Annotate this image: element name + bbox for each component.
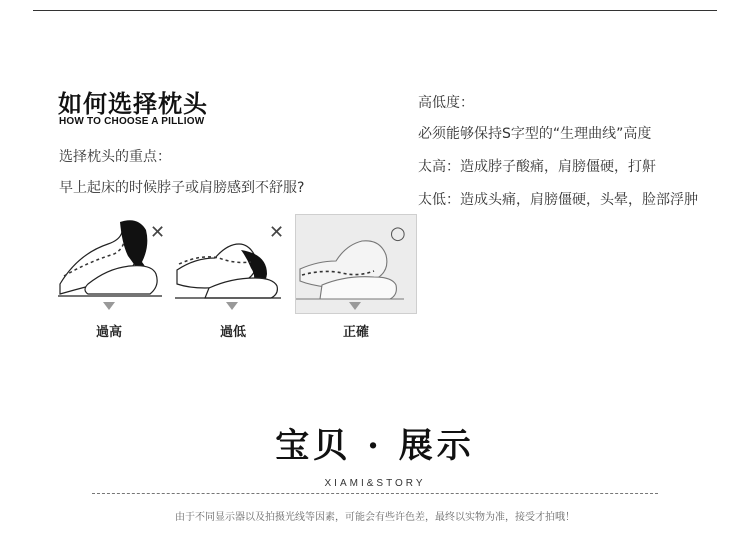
arrow-down-icon [226, 302, 238, 310]
question-text: 早上起床的时候脖子或肩膀感到不舒服? [59, 180, 305, 196]
arrow-down-icon [103, 302, 115, 310]
color-disclaimer: 由于不同显示器以及拍摄光线等因素，可能会有些许色差，最终以实物为准，接受才拍哦！ [175, 512, 575, 523]
pillow-correct-illustration [295, 214, 417, 314]
caption-correct: 正確 [342, 325, 369, 340]
circle-mark-icon: ○ [390, 223, 406, 244]
cross-mark-icon: ✕ [269, 222, 285, 243]
height-requirement: 必须能够保持S字型的“生理曲线”高度 [418, 126, 652, 142]
caption-too-high: 過高 [95, 325, 122, 340]
height-label: 高低度： [418, 95, 474, 111]
too-high-text: 太高：造成脖子酸痛，肩膀僵硬，打鼾 [418, 159, 656, 175]
arrow-down-icon [349, 302, 361, 310]
key-points-label: 选择枕头的重点： [59, 149, 171, 165]
top-divider [33, 10, 717, 11]
showcase-title: 宝贝 · 展示 [275, 426, 475, 466]
section-title: 如何选择枕头 [58, 90, 208, 118]
pillow-too-low-illustration [175, 214, 297, 314]
pillow-too-high-illustration [58, 214, 180, 314]
section-subtitle: HOW TO CHOOSE A PILLIOW [59, 116, 205, 127]
showcase-subtitle: XIAMI&STORY [324, 478, 426, 489]
cross-mark-icon: ✕ [150, 222, 166, 243]
caption-too-low: 過低 [219, 325, 246, 340]
too-low-text: 太低：造成头痛，肩膀僵硬，头晕，脸部浮肿 [418, 192, 698, 208]
dashed-divider [92, 493, 658, 494]
